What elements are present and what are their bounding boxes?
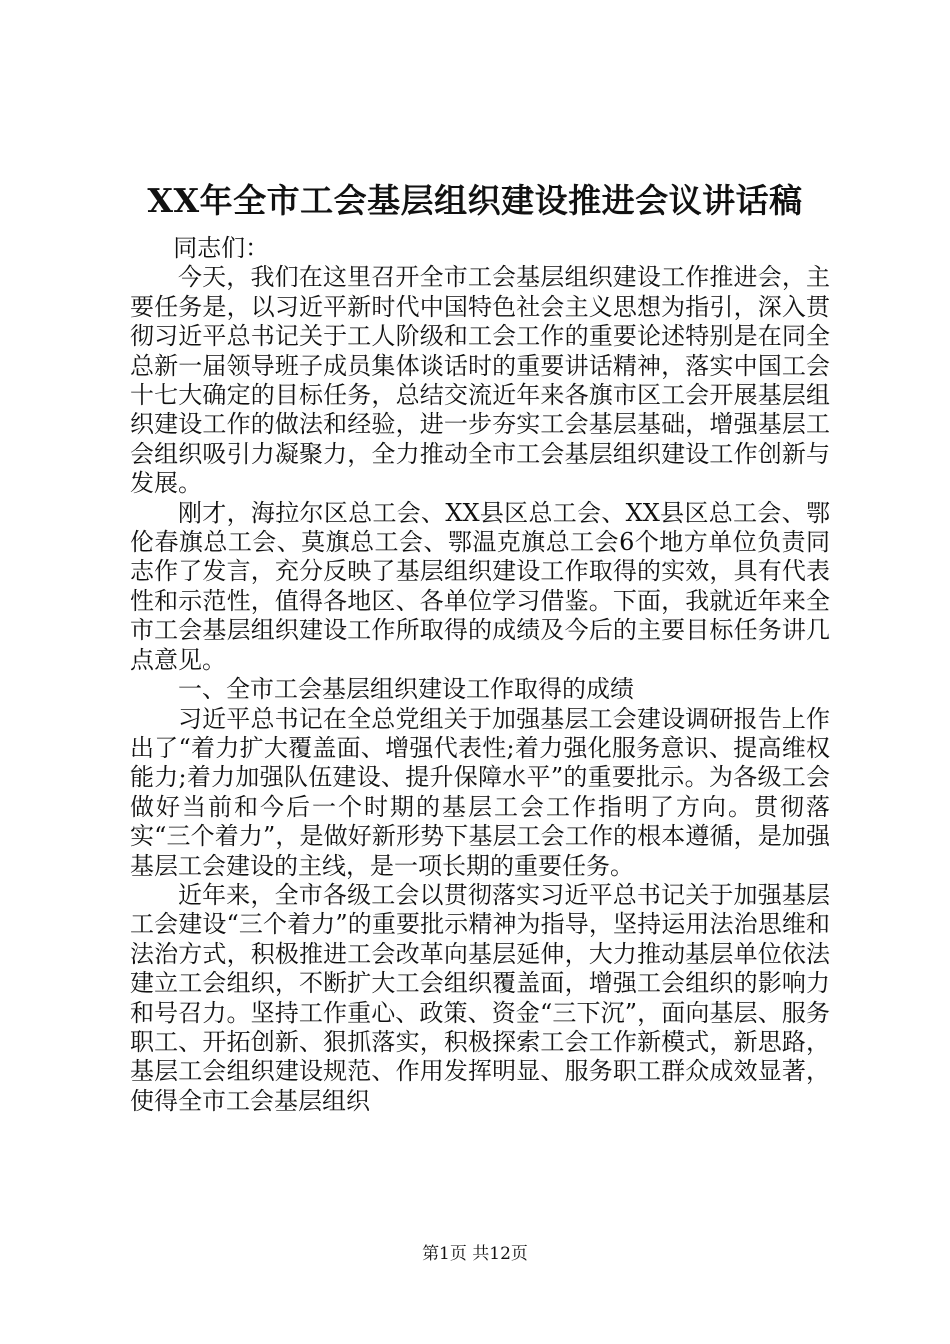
salutation: 同志们： [173, 234, 270, 262]
section-heading-achievements: 一、全市工会基层组织建设工作取得的成绩 [178, 675, 634, 704]
paragraph-opening: 今天，我们在这里召开全市工会基层组织建设工作推进会，主要任务是，以习近平新时代中国特色社会主义思想为指引，深入贯彻习近平总书记关于工人阶级和工会工作的重要论述特别是在同全总新一届领导班子成员集体谈话时的重要讲话精神，落实中国工会十七大确定的目标任务，总结交流近年来各旗市区工会开展基层组织建设工作的做法和经验，进一步夯实工会基层基础，增强基层工会组织吸引力凝聚力，全力推动全市工会基层组织建设工作创新与发展。 [130, 263, 830, 498]
document-title: XX年全市工会基层组织建设推进会议讲话稿 [147, 181, 803, 220]
paragraph-speeches: 刚才，海拉尔区总工会、XX县区总工会、XX县区总工会、鄂伦春旗总工会、莫旗总工会、鄂温克旗总工会6个地方单位负责同志作了发言，充分反映了基层组织建设工作取得的实效，具有代表性和示范性，值得各地区、各单位学习借鉴。下面，我就近年来全市工会基层组织建设工作所取得的成绩及今后的主要目标任务讲几点意见。 [130, 498, 830, 674]
paragraph-recent-years: 近年来，全市各级工会以贯彻落实习近平总书记关于加强基层工会建设“三个着力”的重要批示精神为指导，坚持运用法治思维和法治方式，积极推进工会改革向基层延伸，大力推动基层单位依法建立工会组织，不断扩大工会组织覆盖面，增强工会组织的影响力和号召力。坚持工作重心、政策、资金“三下沉”，面向基层、服务职工、开拓创新、狠抓落实，积极探索工会工作新模式，新思路，基层工会组织建设规范、作用发挥明显、服务职工群众成效显著，使得全市工会基层组织 [130, 880, 830, 1115]
document-body [130, 234, 830, 1116]
paragraph-instructions: 习近平总书记在全总党组关于加强基层工会建设调研报告上作出了“着力扩大覆盖面、增强代表性;着力强化服务意识、提高维权能力;着力加强队伍建设、提升保障水平”的重要批示。为各级工会做好当前和今后一个时期的基层工会工作指明了方向。贯彻落实“三个着力”，是做好新形势下基层工会工作的根本遵循，是加强基层工会建设的主线，是一项长期的重要任务。 [130, 704, 830, 880]
page-number-footer: 第1页 共12页 [422, 1244, 528, 1264]
